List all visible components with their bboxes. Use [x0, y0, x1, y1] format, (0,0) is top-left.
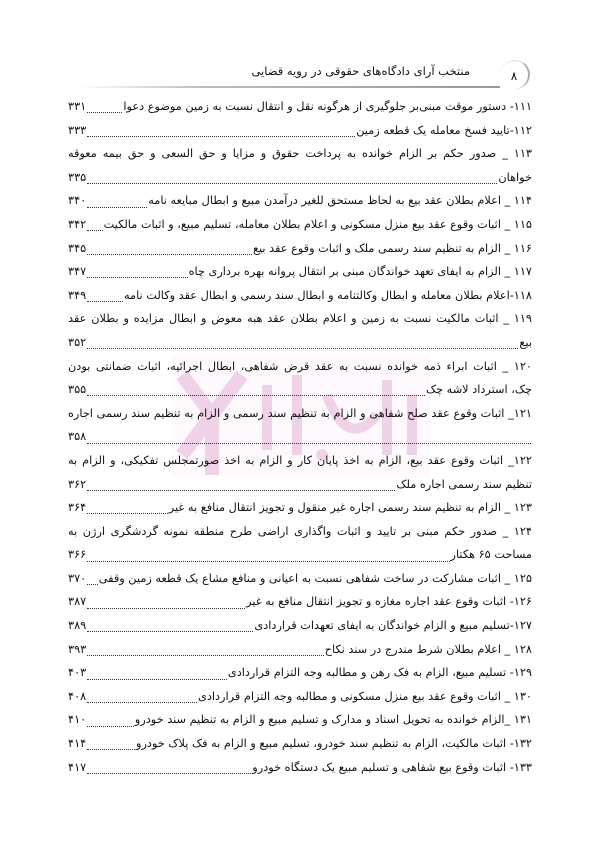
toc-entry[interactable] — [68, 686, 532, 710]
page-number: ۸ — [500, 60, 530, 89]
toc-entry-line — [68, 709, 532, 733]
toc-entry-line — [68, 332, 532, 356]
toc-entry[interactable] — [68, 450, 532, 497]
toc-entry-line — [68, 190, 532, 214]
dot-leader — [87, 749, 135, 750]
toc-entry-line — [68, 733, 532, 757]
toc-page-number: ۳۳۳ — [68, 123, 87, 137]
toc-entry[interactable] — [68, 497, 532, 521]
toc-page-number: ۴۱۴ — [68, 737, 87, 751]
toc-entry-title: مساحت ۶۵ هکتار — [450, 548, 532, 562]
toc-page-number: ۳۴۲ — [68, 217, 87, 231]
toc-entry-line — [68, 261, 532, 285]
toc-entry-title: ۱۲۸ _ اعلام بطلان شرط مندرج در سند نکاح — [324, 642, 532, 656]
toc-entry-title: خواهان — [498, 170, 532, 184]
toc-entry-line — [68, 757, 532, 781]
toc-entry-title: ۱۳۲- اثبات مالکیت، الزام به تنظیم سند خودرو، تسلیم مبیع و الزام به فک پلاک خودرو — [136, 737, 532, 751]
toc-page-number: ۳۴۰ — [68, 194, 87, 208]
toc-page-number: ۳۴۷ — [68, 265, 87, 279]
toc-entry-line — [68, 639, 532, 663]
toc-entry-title: ۱۱۶ _ الزام به تنظیم سند رسمی ملک و اثبات وقوع عقد بیع — [252, 241, 532, 255]
toc-page-number: ۴۰۳ — [68, 666, 87, 680]
toc-entry[interactable] — [68, 403, 532, 450]
toc-page-number: ۳۸۹ — [68, 619, 87, 633]
dot-leader — [87, 679, 227, 680]
toc-entry-title: ۱۱۷ _ الزام به ایفای تعهد خواندگان مبنی بر انتقال پروانه بهره برداری چاه — [188, 265, 532, 279]
toc-entry-title: ۱۲۶- اثبات وقوع عقد اجاره مغازه و تجویز انتقال منافع به غیر — [246, 595, 532, 609]
toc-page-number: ۳۹۳ — [68, 642, 87, 656]
toc-entry-title: ۱۳۳- اثبات وقوع بیع شفاهی و تسلیم مبیع یک دستگاه خودرو — [252, 760, 532, 774]
toc-entry-line — [68, 285, 532, 309]
dot-leader — [87, 655, 323, 656]
toc-page-number: ۳۵۸ — [68, 430, 87, 444]
toc-entry-title: ۱۱۸-اعلام بطلان معامله و ابطال وکالتنامه و ابطال سند رسمی و ابطال عقد وکالت نامه — [123, 288, 532, 302]
toc-entry-wrapped-line: ۱۲۴ _ صدور حکم مبنی بر تایید و اثبات واگذاری اراضی طرح منطقه نمونه گردشگری ارژن به — [68, 524, 532, 538]
toc-page-number: ۳۳۵ — [68, 170, 87, 184]
toc-page-number: ۳۶۴ — [68, 501, 87, 515]
table-of-contents — [68, 96, 532, 780]
toc-entry-wrapped-line: ۱۲۰ _ اثبات ابراء ذمه خوانده نسبت به عقد قرض شفاهی، ابطال اجرائیه، اثبات ضمانتی بودن — [68, 359, 532, 373]
toc-entry-line — [68, 214, 532, 238]
toc-entry-title: ۱۲۷-تسلیم مبیع و الزام خواندگان به ایفای تعهدات قراردادی — [254, 619, 532, 633]
toc-entry-title: تنظیم سند رسمی اجاره ملک — [396, 477, 532, 491]
toc-entry-title: ۱۱۴ _ اعلام بطلان عقد بیع به لحاظ مستحق للغیر درآمدن مبیع و ابطال مبایعه نامه — [148, 194, 532, 208]
toc-entry[interactable] — [68, 356, 532, 403]
toc-entry-wrapped-line: ۱۱۳ _ صدور حکم بر الزام خوانده به پرداخت حقوق و مزایا و حق السعی و حق بیمه معوقه — [68, 147, 532, 161]
toc-entry[interactable] — [68, 190, 532, 214]
toc-entry-title: ۱۱۲-تایید فسخ معامله یک قطعه زمین — [356, 123, 532, 137]
toc-page-number: ۳۵۵ — [68, 383, 87, 397]
toc-page-number: ۳۴۹ — [68, 288, 87, 302]
toc-page-number: ۳۶۲ — [68, 477, 87, 491]
toc-page-number: ۴۱۷ — [68, 760, 87, 774]
toc-entry[interactable] — [68, 521, 532, 568]
dot-leader — [87, 207, 147, 208]
toc-page-number: ۳۸۷ — [68, 595, 87, 609]
toc-entry[interactable] — [68, 662, 532, 686]
toc-entry-title: ۱۱۵ _ اثبات وقوع عقد بیع منزل مسکونی و اعلام بطلان معامله، تسلیم مبیع، و اثبات مالکیت — [103, 217, 532, 231]
toc-entry[interactable] — [68, 591, 532, 615]
dot-leader — [87, 443, 531, 444]
toc-entry[interactable] — [68, 733, 532, 757]
toc-entry-title: چک، استرداد لاشه چک — [425, 383, 532, 397]
toc-page-number: ۳۶۶ — [68, 548, 87, 562]
toc-entry-title: ۱۲۵ _ اثبات مشارکت در ساخت شفاهی نسبت به اعیانی و منافع مشاع یک قطعه زمین وقفی — [98, 571, 532, 585]
toc-entry[interactable] — [68, 615, 532, 639]
toc-page-number: ۳۴۵ — [68, 241, 87, 255]
toc-entry-line — [68, 96, 532, 120]
toc-entry[interactable] — [68, 261, 532, 285]
toc-entry-line — [68, 544, 532, 568]
dot-leader — [87, 490, 395, 491]
toc-entry[interactable] — [68, 238, 532, 262]
dot-leader — [87, 183, 497, 184]
dot-leader — [87, 136, 355, 137]
toc-page-number: ۴۱۰ — [68, 713, 87, 727]
toc-entry-title: بیع — [519, 335, 532, 349]
toc-entry[interactable] — [68, 214, 532, 238]
toc-entry-line — [68, 686, 532, 710]
dot-leader — [87, 348, 518, 349]
dot-leader — [87, 702, 197, 703]
running-header — [60, 52, 540, 92]
dot-leader — [87, 726, 134, 727]
toc-entry-wrapped-line: ۱۲۲_ اثبات وقوع عقد بیع، الزام به اخذ پایان کار و الزام به اخذ صورتمجلس تفکیکی، و الزام به — [68, 453, 532, 467]
dot-leader — [87, 584, 98, 585]
dot-leader — [87, 631, 253, 632]
header-title: منتخب آرای دادگاه‌های حقوقی در رویه قضایی — [251, 64, 470, 78]
toc-entry[interactable] — [68, 757, 532, 781]
toc-entry-line — [68, 497, 532, 521]
toc-entry-line — [68, 167, 532, 191]
toc-entry-wrapped-line: ۱۲۱_ اثبات وقوع عقد صلح شفاهی و الزام به تنظیم سند رسمی و الزام به تنظیم سند رسمی اجاره — [68, 406, 532, 420]
toc-entry-line — [68, 662, 532, 686]
toc-entry-line — [68, 238, 532, 262]
dot-leader — [87, 277, 187, 278]
toc-entry-line — [68, 615, 532, 639]
toc-entry-line — [68, 591, 532, 615]
toc-entry-line — [68, 379, 532, 403]
dot-leader — [87, 301, 123, 302]
dot-leader — [87, 608, 245, 609]
dot-leader — [87, 561, 449, 562]
toc-page-number: ۴۰۸ — [68, 689, 87, 703]
toc-entry[interactable] — [68, 709, 532, 733]
toc-entry[interactable] — [68, 568, 532, 592]
dot-leader — [87, 395, 425, 396]
toc-entry[interactable] — [68, 120, 532, 144]
toc-entry[interactable] — [68, 639, 532, 663]
toc-entry-title: ۱۳۱ _الزام خوانده به تحویل اسناد و مدارک و تسلیم مبیع و الزام به تنظیم سند خودرو — [134, 713, 532, 727]
toc-entry-line — [68, 474, 532, 498]
toc-page-number: ۳۵۲ — [68, 335, 87, 349]
dot-leader — [87, 112, 122, 113]
toc-entry[interactable] — [68, 143, 532, 190]
toc-entry-line — [68, 426, 532, 450]
toc-page-number: ۳۷۰ — [68, 571, 87, 585]
dot-leader — [87, 773, 251, 774]
toc-entry[interactable] — [68, 285, 532, 309]
toc-entry-line — [68, 120, 532, 144]
toc-entry-title: ۱۲۹- تسلیم مبیع، الزام به فک رهن و مطالبه وجه التزام قراردادی — [227, 666, 532, 680]
toc-entry-title: ۱۳۰ _ اثبات وقوع عقد بیع منزل مسکونی و مطالبه وجه التزام قراردادی — [197, 689, 532, 703]
toc-entry-title: ۱۲۳ _ الزام به تنظیم سند رسمی اجاره غیر منقول و تجویز انتقال منافع به غیر — [168, 501, 532, 515]
dot-leader — [87, 513, 168, 514]
toc-entry[interactable] — [68, 308, 532, 355]
toc-page-number: ۳۳۱ — [68, 100, 87, 113]
toc-entry-title: ۱۱۱- دستور موقت مبنی‌بر جلوگیری از هرگونه نقل و انتقال نسبت به زمین موضوع دعوا — [123, 100, 532, 113]
dot-leader — [87, 230, 102, 231]
header-divider — [80, 86, 500, 88]
toc-entry-wrapped-line: ۱۱۹ _ اثبات مالکیت نسبت به زمین و اعلام بطلان عقد هبه معوض و ابطال مزایده و بطلان عقد — [68, 312, 532, 326]
toc-entry-line — [68, 568, 532, 592]
toc-entry[interactable] — [68, 96, 532, 120]
dot-leader — [87, 254, 252, 255]
